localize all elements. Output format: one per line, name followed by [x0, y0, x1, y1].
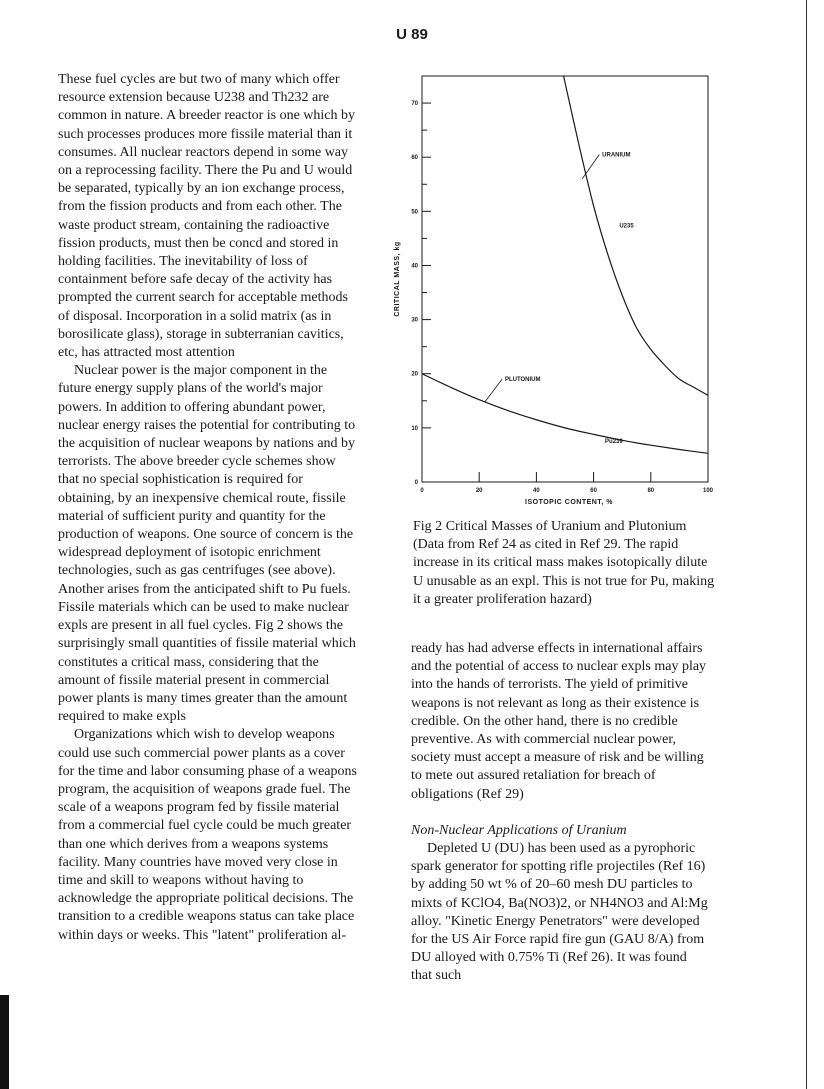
y-tick-label-40: 40: [411, 263, 418, 270]
paragraph-2: Nuclear power is the major component in the future energy supply plans of the world's major powers. In addition to offering abundant power, nuclear energy raises the potential for contributing to the acquisition of nuclear weapons by nations and by terrorists. The above breeder cycle schemes show that no special sophistication is required for obtaining, by an inexpensive chemical route, fissile material of sufficient purity and quantity for the production of weapons. One source of concern is the widespread deployment of isotopic enrichment technologies, such as gas centrifuges (see above). Another arises from the anticipated shift to Pu fuels. Fissile materials which can be used to make nuclear expls are present in all fuel cycles. Fig 2 shows the surprisingly small quantities of fissile material which constitutes a critical mass, considering that the amount of fissile material present in commercial power plants is many times greater than the amount required to make expls: [58, 363, 356, 725]
section-paragraph: Depleted U (DU) has been used as a pyrophoric spark generator for spotting rifle projectiles (Ref 16) by adding 50 wt % of 20–60 mesh DU particles to mixts of KClO4, Ba(NO3)2, or NH4NO3 and Al:Mg alloy. "Kinetic Energy Penetrators" were developed for the US Air Force rapid fire gun (GAU 8/A) from DU alloyed with 0.75% Ti (Ref 26). It was found that such: [411, 841, 708, 984]
scan-edge-bar: [0, 995, 9, 1089]
y-axis-label: CRITICAL MASS, kg: [394, 241, 401, 317]
paragraph-1: These fuel cycles are but two of many which offer resource extension because U238 and Th232 are common in nature. A breeder reactor is one which by such processes produces more fissile material than it consumes. All nuclear reactors depend in some way on a reprocessing facility. There the Pu and U would be separated, typically by an ion exchange process, from the fission products and from each other. The waste product stream, containing the radioactive fission products, must then be concd and stored in holding facilities. The inevitability of loss of containment before safe decay of the activity has prompted the current search for acceptable methods of disposal. Incorporation in a solid matrix (as in borosilicate glass), storage in subterranian cavitics, etc, has attracted most attention: [58, 72, 356, 361]
x-tick-label-0: 0: [420, 488, 424, 494]
y-tick-label-60: 60: [411, 155, 418, 162]
u235-annotation: U235: [619, 223, 634, 230]
pu239-annotation: Pu239: [605, 439, 623, 446]
x-tick-label-20: 20: [475, 488, 483, 494]
x-tick-label-100: 100: [702, 488, 714, 494]
caption-label: Fig 2: [413, 519, 443, 534]
plutonium-leader-line: [485, 379, 502, 402]
figure-caption: [413, 518, 718, 609]
y-tick-label-30: 30: [411, 317, 418, 324]
plot-frame: [422, 76, 708, 482]
series-line-uranium: [564, 76, 708, 395]
chart-svg: [385, 72, 715, 512]
left-column: [58, 71, 358, 945]
page-header: U 89: [396, 26, 428, 43]
paragraph-continued: ready has had adverse effects in international affairs and the potential of access to nuclear expls may play into the hands of terrorists. The yield of primitive weapons is not relevant as long as their existence is credible. On the other hand, there is no credible preventive. As with commercial nuclear power, society must accept a measure of risk and be willing to mete out assured retaliation for breach of obligations (Ref 29): [411, 641, 707, 802]
plutonium-annotation: PLUTONIUM: [504, 377, 541, 384]
y-tick-label-50: 50: [411, 209, 418, 216]
uranium-leader-line: [582, 154, 599, 178]
figure-2-chart: [385, 72, 715, 512]
right-column: [411, 640, 711, 986]
page-edge-rule: [806, 0, 807, 1089]
x-tick-label-80: 80: [647, 488, 655, 494]
y-tick-label-0: 0: [414, 480, 418, 486]
x-axis-label: ISOTOPIC CONTENT, %: [525, 499, 613, 506]
y-tick-label-20: 20: [411, 371, 418, 378]
uranium-annotation: URANIUM: [602, 152, 631, 159]
y-tick-label-10: 10: [411, 425, 418, 432]
y-tick-label-70: 70: [411, 101, 418, 108]
x-tick-label-60: 60: [590, 488, 597, 494]
section-heading: Non-Nuclear Applications of Uranium: [411, 822, 627, 838]
x-tick-label-40: 40: [533, 488, 540, 494]
caption-text: Critical Masses of Uranium and Plutonium (Data from Ref 24 as cited in Ref 29. The rapid increase in its critical mass makes isotopically dilute U unusable as an expl. This is not true for Pu, making it a greater proliferation hazard): [413, 519, 715, 607]
series-line-plutonium: [422, 374, 708, 454]
paragraph-3: Organizations which wish to develop weapons could use such commercial power plants as a cover for the time and labor consuming phase of a weapons program, the acquisition of weapons grade fuel. The scale of a weapons program fed by fissile material from a commercial fuel cycle could be much greater than one which derives from a weapons systems facility. Many countries have moved very close in time and skill to weapons without having to acknowledge the appropriate political decisions. The transition to a credible weapons status can take place within days or weeks. This "latent" proliferation al-: [58, 727, 357, 943]
